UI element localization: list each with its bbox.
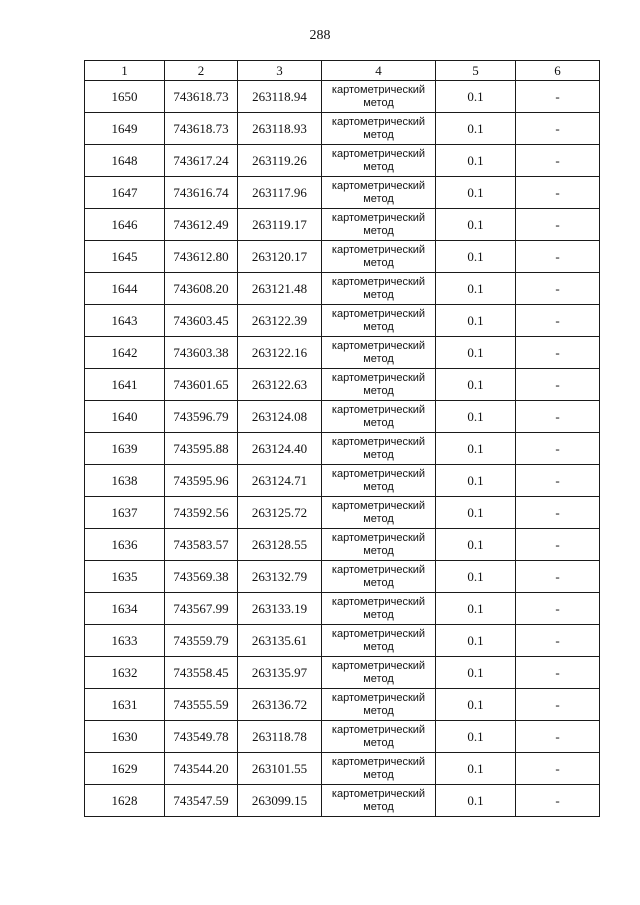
cell-accuracy: 0.1 xyxy=(436,625,516,657)
cell-note: - xyxy=(516,177,600,209)
cell-x-coordinate: 743603.38 xyxy=(165,337,238,369)
cell-accuracy: 0.1 xyxy=(436,689,516,721)
method-line-2: метод xyxy=(363,288,394,301)
cell-note: - xyxy=(516,273,600,305)
cell-note: - xyxy=(516,305,600,337)
cell-y-coordinate: 263118.78 xyxy=(238,721,322,753)
method-line-1: картометрический xyxy=(331,371,426,384)
method-line-1: картометрический xyxy=(331,531,426,544)
cell-accuracy: 0.1 xyxy=(436,721,516,753)
cell-point-number: 1631 xyxy=(85,689,165,721)
cell-x-coordinate: 743618.73 xyxy=(165,81,238,113)
table-row xyxy=(85,81,600,113)
method-line-2: метод xyxy=(363,352,394,365)
column-header-2: 2 xyxy=(165,61,238,81)
method-line-1: картометрический xyxy=(331,275,426,288)
table-row xyxy=(85,753,600,785)
page-number: 288 xyxy=(309,28,331,43)
cell-y-coordinate: 263121.48 xyxy=(238,273,322,305)
cell-x-coordinate: 743559.79 xyxy=(165,625,238,657)
column-header-3: 3 xyxy=(238,61,322,81)
table-row xyxy=(85,369,600,401)
cell-method xyxy=(322,721,436,753)
cell-y-coordinate: 263118.94 xyxy=(238,81,322,113)
cell-note: - xyxy=(516,561,600,593)
cell-y-coordinate: 263120.17 xyxy=(238,241,322,273)
method-line-2: метод xyxy=(363,768,394,781)
cell-x-coordinate: 743618.73 xyxy=(165,113,238,145)
method-line-1: картометрический xyxy=(331,595,426,608)
cell-method xyxy=(322,625,436,657)
cell-accuracy: 0.1 xyxy=(436,369,516,401)
table-row xyxy=(85,305,600,337)
cell-accuracy: 0.1 xyxy=(436,81,516,113)
cell-note: - xyxy=(516,625,600,657)
table-row xyxy=(85,177,600,209)
cell-accuracy: 0.1 xyxy=(436,753,516,785)
cell-point-number: 1643 xyxy=(85,305,165,337)
cell-note: - xyxy=(516,529,600,561)
method-line-1: картометрический xyxy=(331,691,426,704)
cell-method xyxy=(322,177,436,209)
cell-accuracy: 0.1 xyxy=(436,561,516,593)
cell-x-coordinate: 743617.24 xyxy=(165,145,238,177)
method-line-2: метод xyxy=(363,96,394,109)
cell-note: - xyxy=(516,721,600,753)
cell-x-coordinate: 743595.96 xyxy=(165,465,238,497)
table-row xyxy=(85,337,600,369)
table-row xyxy=(85,433,600,465)
cell-x-coordinate: 743592.56 xyxy=(165,497,238,529)
cell-accuracy: 0.1 xyxy=(436,209,516,241)
method-line-2: метод xyxy=(363,608,394,621)
cell-method xyxy=(322,593,436,625)
cell-x-coordinate: 743596.79 xyxy=(165,401,238,433)
cell-y-coordinate: 263119.26 xyxy=(238,145,322,177)
cell-note: - xyxy=(516,785,600,817)
cell-note: - xyxy=(516,401,600,433)
cell-point-number: 1633 xyxy=(85,625,165,657)
cell-y-coordinate: 263135.97 xyxy=(238,657,322,689)
method-line-2: метод xyxy=(363,704,394,717)
cell-accuracy: 0.1 xyxy=(436,433,516,465)
cell-point-number: 1642 xyxy=(85,337,165,369)
table-row xyxy=(85,785,600,817)
table-header-row xyxy=(85,61,600,81)
method-line-1: картометрический xyxy=(331,723,426,736)
cell-note: - xyxy=(516,753,600,785)
method-line-1: картометрический xyxy=(331,499,426,512)
cell-point-number: 1646 xyxy=(85,209,165,241)
cell-point-number: 1638 xyxy=(85,465,165,497)
cell-y-coordinate: 263124.71 xyxy=(238,465,322,497)
method-line-1: картометрический xyxy=(331,83,426,96)
method-line-1: картометрический xyxy=(331,147,426,160)
method-line-2: метод xyxy=(363,480,394,493)
cell-accuracy: 0.1 xyxy=(436,401,516,433)
cell-method xyxy=(322,305,436,337)
method-line-1: картометрический xyxy=(331,211,426,224)
cell-y-coordinate: 263133.19 xyxy=(238,593,322,625)
cell-y-coordinate: 263119.17 xyxy=(238,209,322,241)
cell-x-coordinate: 743612.49 xyxy=(165,209,238,241)
cell-accuracy: 0.1 xyxy=(436,657,516,689)
cell-method xyxy=(322,241,436,273)
cell-point-number: 1639 xyxy=(85,433,165,465)
method-line-1: картометрический xyxy=(331,787,426,800)
method-line-2: метод xyxy=(363,672,394,685)
cell-method xyxy=(322,337,436,369)
method-line-1: картометрический xyxy=(331,659,426,672)
cell-method xyxy=(322,401,436,433)
column-header-1: 1 xyxy=(85,61,165,81)
cell-accuracy: 0.1 xyxy=(436,241,516,273)
cell-method xyxy=(322,465,436,497)
cell-point-number: 1635 xyxy=(85,561,165,593)
cell-note: - xyxy=(516,689,600,721)
coordinates-table xyxy=(84,60,600,817)
table-row xyxy=(85,721,600,753)
cell-x-coordinate: 743612.80 xyxy=(165,241,238,273)
table-row xyxy=(85,145,600,177)
cell-y-coordinate: 263128.55 xyxy=(238,529,322,561)
cell-y-coordinate: 263122.16 xyxy=(238,337,322,369)
cell-x-coordinate: 743555.59 xyxy=(165,689,238,721)
column-header-4: 4 xyxy=(322,61,436,81)
cell-y-coordinate: 263125.72 xyxy=(238,497,322,529)
cell-method xyxy=(322,369,436,401)
cell-y-coordinate: 263135.61 xyxy=(238,625,322,657)
method-line-2: метод xyxy=(363,640,394,653)
method-line-2: метод xyxy=(363,544,394,557)
cell-point-number: 1634 xyxy=(85,593,165,625)
method-line-1: картометрический xyxy=(331,435,426,448)
cell-x-coordinate: 743595.88 xyxy=(165,433,238,465)
cell-accuracy: 0.1 xyxy=(436,497,516,529)
table-row xyxy=(85,209,600,241)
cell-method xyxy=(322,753,436,785)
cell-note: - xyxy=(516,337,600,369)
method-line-2: метод xyxy=(363,448,394,461)
cell-note: - xyxy=(516,465,600,497)
method-line-2: метод xyxy=(363,224,394,237)
method-line-2: метод xyxy=(363,192,394,205)
cell-method xyxy=(322,145,436,177)
cell-y-coordinate: 263132.79 xyxy=(238,561,322,593)
method-line-1: картометрический xyxy=(331,755,426,768)
method-line-2: метод xyxy=(363,576,394,589)
cell-point-number: 1636 xyxy=(85,529,165,561)
cell-x-coordinate: 743569.38 xyxy=(165,561,238,593)
method-line-2: метод xyxy=(363,736,394,749)
cell-y-coordinate: 263122.63 xyxy=(238,369,322,401)
method-line-1: картометрический xyxy=(331,403,426,416)
cell-point-number: 1641 xyxy=(85,369,165,401)
method-line-2: метод xyxy=(363,256,394,269)
method-line-1: картометрический xyxy=(331,307,426,320)
cell-point-number: 1650 xyxy=(85,81,165,113)
column-header-5: 5 xyxy=(436,61,516,81)
cell-accuracy: 0.1 xyxy=(436,273,516,305)
method-line-1: картометрический xyxy=(331,467,426,480)
cell-x-coordinate: 743549.78 xyxy=(165,721,238,753)
method-line-1: картометрический xyxy=(331,563,426,576)
cell-point-number: 1640 xyxy=(85,401,165,433)
cell-point-number: 1647 xyxy=(85,177,165,209)
cell-note: - xyxy=(516,593,600,625)
method-line-1: картометрический xyxy=(331,627,426,640)
cell-x-coordinate: 743601.65 xyxy=(165,369,238,401)
cell-point-number: 1629 xyxy=(85,753,165,785)
table-row xyxy=(85,657,600,689)
cell-method xyxy=(322,497,436,529)
cell-point-number: 1649 xyxy=(85,113,165,145)
cell-point-number: 1637 xyxy=(85,497,165,529)
cell-note: - xyxy=(516,657,600,689)
cell-note: - xyxy=(516,209,600,241)
cell-note: - xyxy=(516,81,600,113)
cell-y-coordinate: 263124.40 xyxy=(238,433,322,465)
method-line-2: метод xyxy=(363,416,394,429)
cell-y-coordinate: 263122.39 xyxy=(238,305,322,337)
cell-x-coordinate: 743583.57 xyxy=(165,529,238,561)
cell-accuracy: 0.1 xyxy=(436,305,516,337)
cell-point-number: 1644 xyxy=(85,273,165,305)
cell-y-coordinate: 263124.08 xyxy=(238,401,322,433)
cell-note: - xyxy=(516,113,600,145)
cell-y-coordinate: 263099.15 xyxy=(238,785,322,817)
table-row xyxy=(85,529,600,561)
cell-point-number: 1648 xyxy=(85,145,165,177)
cell-note: - xyxy=(516,497,600,529)
table-row xyxy=(85,625,600,657)
cell-y-coordinate: 263136.72 xyxy=(238,689,322,721)
cell-x-coordinate: 743567.99 xyxy=(165,593,238,625)
cell-x-coordinate: 743558.45 xyxy=(165,657,238,689)
method-line-1: картометрический xyxy=(331,115,426,128)
method-line-2: метод xyxy=(363,384,394,397)
table-row xyxy=(85,689,600,721)
cell-accuracy: 0.1 xyxy=(436,145,516,177)
cell-method xyxy=(322,657,436,689)
table-row xyxy=(85,593,600,625)
cell-point-number: 1632 xyxy=(85,657,165,689)
table-body xyxy=(85,81,600,817)
cell-y-coordinate: 263101.55 xyxy=(238,753,322,785)
cell-x-coordinate: 743547.59 xyxy=(165,785,238,817)
method-line-2: метод xyxy=(363,320,394,333)
cell-point-number: 1645 xyxy=(85,241,165,273)
cell-note: - xyxy=(516,433,600,465)
cell-note: - xyxy=(516,241,600,273)
cell-method xyxy=(322,561,436,593)
cell-point-number: 1630 xyxy=(85,721,165,753)
table-row xyxy=(85,113,600,145)
method-line-2: метод xyxy=(363,800,394,813)
cell-note: - xyxy=(516,145,600,177)
table-row xyxy=(85,497,600,529)
cell-accuracy: 0.1 xyxy=(436,177,516,209)
cell-x-coordinate: 743616.74 xyxy=(165,177,238,209)
cell-accuracy: 0.1 xyxy=(436,337,516,369)
method-line-2: метод xyxy=(363,160,394,173)
method-line-2: метод xyxy=(363,512,394,525)
cell-y-coordinate: 263118.93 xyxy=(238,113,322,145)
method-line-2: метод xyxy=(363,128,394,141)
cell-method xyxy=(322,433,436,465)
table-row xyxy=(85,465,600,497)
method-line-1: картометрический xyxy=(331,339,426,352)
cell-method xyxy=(322,209,436,241)
cell-method xyxy=(322,785,436,817)
cell-y-coordinate: 263117.96 xyxy=(238,177,322,209)
cell-method xyxy=(322,113,436,145)
cell-method xyxy=(322,273,436,305)
cell-method xyxy=(322,81,436,113)
cell-method xyxy=(322,529,436,561)
table-row xyxy=(85,561,600,593)
cell-method xyxy=(322,689,436,721)
cell-note: - xyxy=(516,369,600,401)
cell-accuracy: 0.1 xyxy=(436,465,516,497)
cell-accuracy: 0.1 xyxy=(436,785,516,817)
cell-accuracy: 0.1 xyxy=(436,113,516,145)
cell-x-coordinate: 743544.20 xyxy=(165,753,238,785)
method-line-1: картометрический xyxy=(331,243,426,256)
table-row xyxy=(85,273,600,305)
cell-accuracy: 0.1 xyxy=(436,529,516,561)
cell-accuracy: 0.1 xyxy=(436,593,516,625)
cell-x-coordinate: 743603.45 xyxy=(165,305,238,337)
cell-x-coordinate: 743608.20 xyxy=(165,273,238,305)
method-line-1: картометрический xyxy=(331,179,426,192)
column-header-6: 6 xyxy=(516,61,600,81)
table-row xyxy=(85,241,600,273)
cell-point-number: 1628 xyxy=(85,785,165,817)
table-row xyxy=(85,401,600,433)
